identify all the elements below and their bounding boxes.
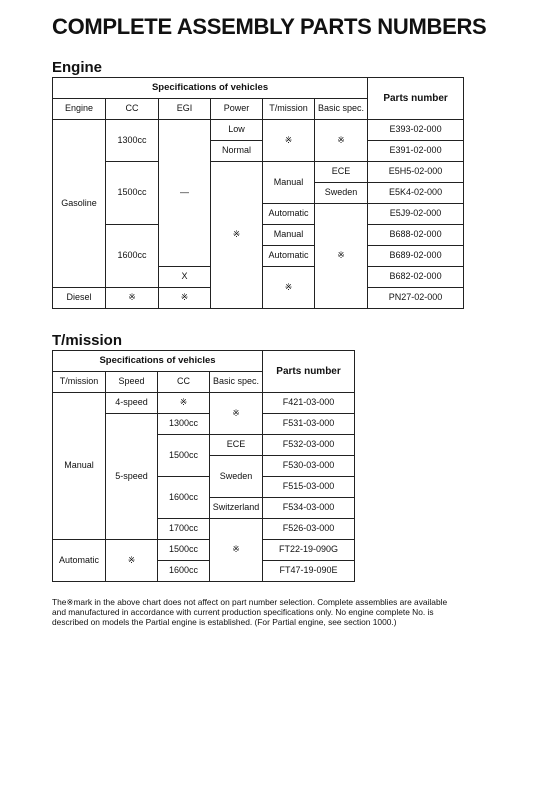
tmission-manual-cell: Manual	[53, 393, 106, 540]
tmission-cc-cell: 1600cc	[158, 561, 210, 582]
engine-mark: ※	[263, 120, 315, 162]
engine-diesel-cell: Diesel	[53, 288, 106, 309]
engine-part-number: B682-02-000	[368, 267, 464, 288]
engine-mark: ※	[106, 288, 159, 309]
engine-mark: ※	[159, 288, 211, 309]
tmission-parts-header: Parts number	[263, 351, 355, 393]
engine-cc-cell: 1500cc	[106, 162, 159, 225]
engine-part-number: E393-02-000	[368, 120, 464, 141]
page-title: COMPLETE ASSEMBLY PARTS NUMBERS	[52, 14, 487, 39]
tmission-part-number: F421-03-000	[263, 393, 355, 414]
tmission-cc-cell: 1700cc	[158, 519, 210, 540]
tmission-col-header: T/mission	[53, 372, 106, 393]
engine-tmission-cell: Automatic	[263, 204, 315, 225]
engine-col-header: Basic spec.	[315, 99, 368, 120]
engine-power-cell: Low	[211, 120, 263, 141]
engine-heading: Engine	[52, 59, 103, 76]
tmission-mark: ※	[158, 393, 210, 414]
engine-tmission-cell: Automatic	[263, 246, 315, 267]
engine-cc-cell: 1300cc	[106, 120, 159, 162]
engine-part-number: E5H5-02-000	[368, 162, 464, 183]
engine-col-header: CC	[106, 99, 159, 120]
footnote	[52, 598, 512, 628]
tmission-automatic-cell: Automatic	[53, 540, 106, 582]
tmission-part-number: FT22-19-090G	[263, 540, 355, 561]
tmission-part-number: F530-03-000	[263, 456, 355, 477]
tmission-part-number: F534-03-000	[263, 498, 355, 519]
engine-parts-header: Parts number	[368, 78, 464, 120]
footnote-line: described on models the Partial engine is established. (For Partial engine, see section 1000.)	[52, 616, 397, 627]
tmission-cc-cell: 1500cc	[158, 435, 210, 477]
tmission-heading: T/mission	[52, 332, 123, 349]
engine-part-number: B688-02-000	[368, 225, 464, 246]
tmission-cc-cell: 1500cc	[158, 540, 210, 561]
engine-spec-cell: ECE	[315, 162, 368, 183]
engine-part-number: E5K4-02-000	[368, 183, 464, 204]
engine-gasoline-cell: Gasoline	[53, 120, 106, 288]
tmission-spec-cell: ECE	[210, 435, 263, 456]
tmission-spec-header: Specifications of vehicles	[53, 351, 263, 372]
tmission-col-header: Basic spec.	[210, 372, 263, 393]
engine-part-number: E5J9-02-000	[368, 204, 464, 225]
engine-col-header: Engine	[53, 99, 106, 120]
engine-mark: ※	[315, 204, 368, 309]
tmission-part-number: F526-03-000	[263, 519, 355, 540]
footnote-line: and manufactured in accordance with current production specifications only. No engine complete No. is	[52, 606, 434, 617]
tmission-part-number: F532-03-000	[263, 435, 355, 456]
engine-tmission-cell: Manual	[263, 162, 315, 204]
tmission-table	[52, 350, 355, 582]
engine-power-cell: Normal	[211, 141, 263, 162]
engine-col-header: T/mission	[263, 99, 315, 120]
tmission-part-number: F531-03-000	[263, 414, 355, 435]
tmission-cc-cell: 1300cc	[158, 414, 210, 435]
engine-mark: ※	[211, 162, 263, 309]
tmission-cc-cell: 1600cc	[158, 477, 210, 519]
engine-mark: ※	[315, 120, 368, 162]
tmission-mark: ※	[106, 540, 158, 582]
engine-egi-x: X	[159, 267, 211, 288]
engine-egi-dash: —	[159, 120, 211, 267]
tmission-col-header: CC	[158, 372, 210, 393]
tmission-spec-cell: Switzerland	[210, 498, 263, 519]
engine-part-number: E391-02-000	[368, 141, 464, 162]
engine-mark: ※	[263, 267, 315, 309]
tmission-mark: ※	[210, 393, 263, 435]
tmission-spec-cell: Sweden	[210, 456, 263, 498]
tmission-speed-cell: 5-speed	[106, 414, 158, 540]
tmission-col-header: Speed	[106, 372, 158, 393]
engine-spec-header: Specifications of vehicles	[53, 78, 368, 99]
tmission-part-number: FT47-19-090E	[263, 561, 355, 582]
engine-part-number: PN27-02-000	[368, 288, 464, 309]
engine-table	[52, 77, 464, 309]
engine-col-header: EGI	[159, 99, 211, 120]
engine-tmission-cell: Manual	[263, 225, 315, 246]
engine-col-header: Power	[211, 99, 263, 120]
engine-cc-cell: 1600cc	[106, 225, 159, 288]
tmission-part-number: F515-03-000	[263, 477, 355, 498]
engine-spec-cell: Sweden	[315, 183, 368, 204]
footnote-line: The※mark in the above chart does not affect on part number selection. Complete assemblies are available	[52, 597, 448, 607]
engine-part-number: B689-02-000	[368, 246, 464, 267]
tmission-speed-cell: 4-speed	[106, 393, 158, 414]
tmission-mark: ※	[210, 519, 263, 582]
